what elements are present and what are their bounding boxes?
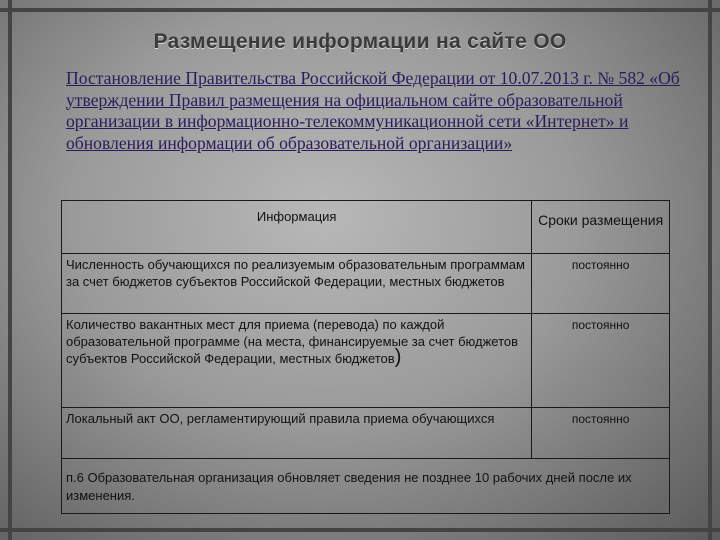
- row-info: Численность обучающихся по реализуемым образовательным программам за счет бюджетов субъектов Российской Федерации, местных бюджетов: [62, 254, 532, 314]
- table-note-row: [62, 459, 670, 514]
- row-info: Локальный акт ОО, регламентирующий правила приема обучающихся: [62, 408, 532, 459]
- header-term: Сроки размещения: [532, 201, 670, 254]
- closing-paren: ): [394, 346, 402, 368]
- frame-right-line: [708, 0, 712, 540]
- frame-left-line: [8, 0, 12, 540]
- slide-title: Размещение информации на сайте ОО: [153, 30, 567, 53]
- decree-link[interactable]: [66, 68, 686, 154]
- row-term: постоянно: [532, 254, 670, 314]
- info-table: [61, 200, 670, 514]
- row-info-text: Количество вакантных мест для приема (перевода) по каждой образовательной программе (на места, финансируемые за счет бюджетов субъектов Российской Федерации, местных бюджетов: [66, 317, 519, 366]
- row-info: [62, 314, 532, 408]
- row-term: постоянно: [532, 314, 670, 408]
- frame-top-line: [0, 8, 720, 12]
- row-term: постоянно: [532, 408, 670, 459]
- decree-link-text: Постановление Правительства Российской Федерации от 10.07.2013 г. № 582 «Об утверждении Правил размещения на официальном сайте образовательной организации в информационно-телекоммуникационной сети «Интернет» и обновления информации об образовательной организации»: [66, 68, 680, 153]
- table-row: [62, 314, 670, 408]
- update-note: п.6 Образовательная организация обновляет сведения не позднее 10 рабочих дней после их изменения.: [62, 459, 670, 514]
- header-info: Информация: [62, 201, 532, 254]
- table-row: [62, 408, 670, 459]
- frame-bottom-line: [0, 528, 720, 532]
- table-row: [62, 254, 670, 314]
- table-header-row: [62, 201, 670, 254]
